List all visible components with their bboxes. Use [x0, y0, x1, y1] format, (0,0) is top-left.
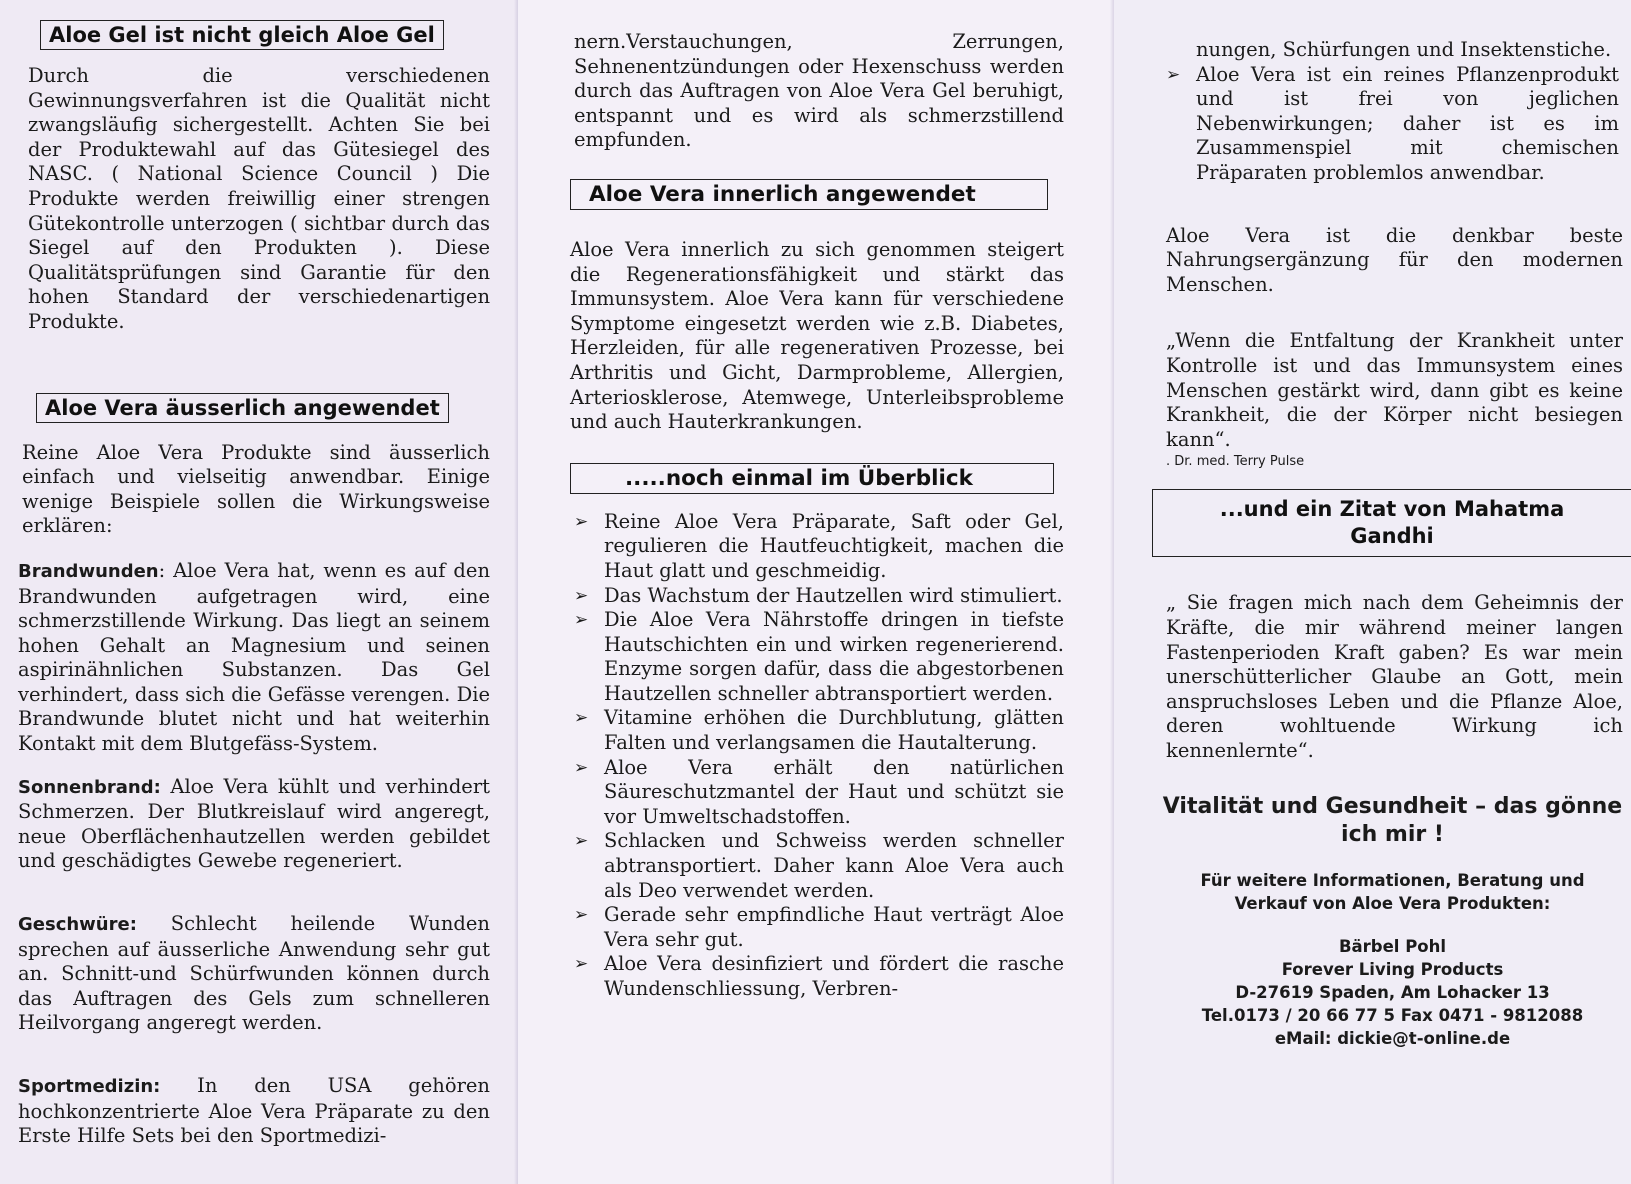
heading-aloe-gel: Aloe Gel ist nicht gleich Aloe Gel	[40, 20, 444, 50]
overview-item: ➢ Aloe Vera desinfiziert und fördert die rasche Wundenschliessung, Verbren-	[574, 952, 1064, 1000]
arrow-bullet-icon: ➢	[574, 757, 589, 778]
arrow-bullet-icon: ➢	[574, 831, 589, 852]
continued-list	[1162, 38, 1619, 186]
right-panel	[1114, 0, 1631, 1184]
heading-external-use: Aloe Vera äusserlich angewendet	[36, 393, 449, 423]
pulse-quote: „Wenn die Entfaltung der Krankheit unter Kontrolle ist und das Immunsystem eines Menschen gestärkt wird, dann gibt es keine Krankheit, die der Körper nicht besiegen kann“.	[1166, 329, 1623, 451]
heading-gandhi-quote: ...und ein Zitat von Mahatma Gandhi	[1152, 489, 1631, 557]
slogan: Vitalität und Gesundheit – das gönne ich mir !	[1162, 794, 1623, 848]
item-brandwunden	[18, 559, 490, 757]
overview-list	[570, 510, 1064, 1002]
arrow-bullet-icon: ➢	[574, 610, 589, 631]
heading-overview: .....noch einmal im Überblick	[570, 463, 1054, 494]
text-brandwunden: : Aloe Vera hat, wenn es auf den Brandwunden aufgetragen wird, eine schmerzstillende Wirkung. Das liegt an seinem hohen Gehalt an Magnesium und seinen aspirinähnlichen Substanzen. Das Gel verhindert, dass sich die Gefässe verengen. Die Brandwunde blutet nicht und hat weiterhin Kontakt mit dem Blutgefäss-System.	[18, 558, 490, 756]
item-sonnenbrand	[18, 775, 490, 874]
heading-internal-use: Aloe Vera innerlich angewendet	[570, 179, 1048, 210]
text-sonnenbrand: Aloe Vera kühlt und verhindert Schmerzen. Der Blutkreislauf wird angeregt, neue Oberflächenhautzellen werden gebildet und geschädigtes Gewebe regeneriert.	[18, 774, 490, 873]
continued-item: ➢ Aloe Vera ist ein reines Pflanzenprodukt und ist frei von jeglichen Nebenwirkungen; daher ist es im Zusammenspiel mit chemischen Präparaten problemlos anwendbar.	[1166, 62, 1619, 184]
text-geschwuere: Schlecht heilende Wunden sprechen auf äusserliche Anwendung sehr gut an. Schnitt-und Schürfwunden können durch das Auftragen des Gels zum schnelleren Heilvorgang angeregt werden.	[18, 912, 490, 1035]
overview-item: ➢ Vitamine erhöhen die Durchblutung, glätten Falten und verlangsamen die Hautalterung.	[574, 706, 1064, 755]
contact-name: Bärbel Pohl	[1338, 937, 1447, 957]
left-panel	[0, 0, 518, 1184]
continued-item: nungen, Schürfungen und Insektenstiche.	[1196, 38, 1612, 61]
middle-panel	[518, 0, 1114, 1184]
contact-phone: Tel.0173 / 20 66 77 5 Fax 0471 - 9812088	[1201, 1006, 1584, 1026]
term-sonnenbrand: Sonnenbrand:	[18, 776, 161, 798]
continued-paragraph: nern.Verstauchungen, Zerrungen, Sehnenentzündungen oder Hexenschuss werden durch das Auftragen von Aloe Vera Gel beruhigt, entspannt und es wird als schmerzstillend empfunden.	[574, 30, 1064, 152]
gandhi-quote: „ Sie fragen mich nach dem Geheimnis der Kräfte, die mir während meiner langen Fastenperioden Kraft gaben? Es war mein unerschütterlicher Glaube an Gott, mein anspruchsloses Leben und die Pflanze Aloe, deren wohltuende Wirkung ich kennenlernte“.	[1166, 591, 1623, 762]
contact-address: D-27619 Spaden, Am Lohacker 13	[1235, 983, 1550, 1003]
external-intro-paragraph: Reine Aloe Vera Produkte sind äusserlich einfach und vielseitig anwendbar. Einige wenige Beispiele sollen die Wirkungsweise erklären:	[22, 440, 490, 538]
overview-item: ➢ Gerade sehr empfindliche Haut verträgt Aloe Vera sehr gut.	[574, 903, 1064, 951]
arrow-bullet-icon: ➢	[574, 905, 589, 926]
overview-item: ➢ Reine Aloe Vera Präparate, Saft oder Gel, regulieren die Hautfeuchtigkeit, machen die Haut glatt und geschmeidig.	[574, 509, 1064, 582]
info-line: Für weitere Informationen, Beratung und Verkauf von Aloe Vera Produkten:	[1200, 871, 1585, 914]
term-sportmedizin: Sportmedizin:	[18, 1076, 161, 1097]
overview-item: ➢ Aloe Vera erhält den natürlichen Säureschutzmantel der Haut und schützt sie vor Umweltschadstoffen.	[574, 755, 1064, 828]
overview-item: ➢ Die Aloe Vera Nährstoffe dringen in tiefste Hautschichten ein und wirken regenerierend. Enzyme sorgen dafür, dass die abgestorbenen Hautzellen schneller abtransportiert werden.	[574, 608, 1064, 705]
arrow-bullet-icon: ➢	[574, 954, 589, 975]
quote-author: . Dr. med. Terry Pulse	[1166, 454, 1305, 470]
arrow-bullet-icon: ➢	[574, 511, 589, 532]
item-sportmedizin	[18, 1074, 490, 1149]
quality-paragraph: Durch die verschiedenen Gewinnungsverfahren ist die Qualität nicht zwangsläufig sichergestellt. Achten Sie bei der Produktewahl auf das Gütesiegel des NASC. ( National Science Council ) Die Produkte werden freiwillig einer strengen Gütekontrolle unterzogen ( sichtbar durch das Siegel auf den Produkten ). Diese Qualitätsprüfungen sind Garantie für den hohen Standard der verschiedenartigen Produkte.	[28, 64, 490, 333]
arrow-bullet-icon: ➢	[1166, 64, 1181, 85]
term-geschwuere: Geschwüre:	[18, 914, 137, 936]
contact-email: eMail: dickie@t-online.de	[1274, 1029, 1511, 1049]
overview-item: ➢ Das Wachstum der Hautzellen wird stimuliert.	[574, 583, 1063, 607]
internal-paragraph: Aloe Vera innerlich zu sich genommen steigert die Regenerationsfähigkeit und stärkt das Immunsystem. Aloe Vera kann für verschiedene Symptome eingesetzt werden wie z.B. Diabetes, Herzleiden, für alle regenerativen Prozesse, bei Arthritis und Gicht, Darmprobleme, Allergien, Arteriosklerose, Atemwege, Unterleibsprobleme und auch Hauterkrankungen.	[570, 237, 1064, 434]
supplement-paragraph: Aloe Vera ist die denkbar beste Nahrungsergänzung für den modernen Menschen.	[1166, 223, 1623, 296]
overview-item: ➢ Schlacken und Schweiss werden schneller abtransportiert. Daher kann Aloe Vera auch als Deo verwendet werden.	[574, 829, 1064, 902]
term-brandwunden: Brandwunden	[18, 560, 159, 582]
text-sportmedizin: In den USA gehören hochkonzentrierte Aloe Vera Präparate zu den Erste Hilfe Sets bei den Sportmedizi-	[18, 1074, 490, 1148]
arrow-bullet-icon: ➢	[574, 585, 589, 606]
item-geschwuere	[18, 912, 490, 1036]
arrow-bullet-icon: ➢	[574, 708, 589, 729]
contact-company: Forever Living Products	[1281, 960, 1504, 980]
